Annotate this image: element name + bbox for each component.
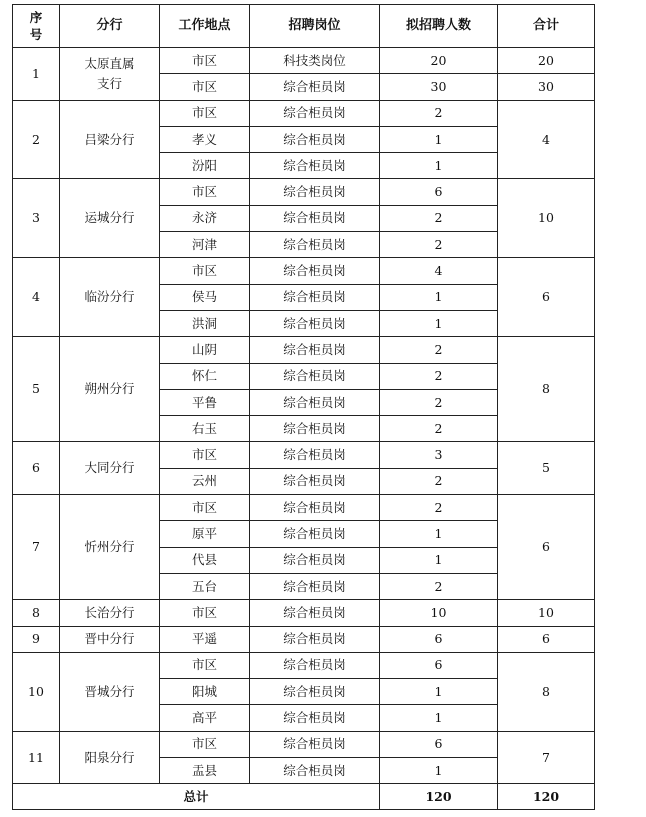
work-location: 平鲁 xyxy=(160,389,250,415)
total-row xyxy=(13,784,595,810)
work-location: 五台 xyxy=(160,573,250,599)
work-location: 河津 xyxy=(160,232,250,258)
subtotal: 5 xyxy=(498,442,595,495)
planned-count: 4 xyxy=(380,258,498,284)
position-name: 综合柜员岗 xyxy=(250,731,380,757)
row-no: 6 xyxy=(13,442,60,495)
planned-count: 1 xyxy=(380,126,498,152)
total-label: 总计 xyxy=(13,784,380,810)
work-location: 孝义 xyxy=(160,126,250,152)
position-name: 综合柜员岗 xyxy=(250,626,380,652)
row-no: 3 xyxy=(13,179,60,258)
work-location: 高平 xyxy=(160,705,250,731)
table-row xyxy=(13,731,595,757)
position-name: 综合柜员岗 xyxy=(250,495,380,521)
header-no: 序号 xyxy=(13,5,60,48)
work-location: 市区 xyxy=(160,48,250,74)
row-no: 10 xyxy=(13,652,60,731)
position-name: 综合柜员岗 xyxy=(250,679,380,705)
work-location: 怀仁 xyxy=(160,363,250,389)
work-location: 市区 xyxy=(160,495,250,521)
row-no: 7 xyxy=(13,495,60,600)
planned-count: 1 xyxy=(380,284,498,310)
planned-count: 1 xyxy=(380,758,498,784)
branch-name: 晋中分行 xyxy=(60,626,160,652)
table-row xyxy=(13,495,595,521)
position-name: 综合柜员岗 xyxy=(250,74,380,100)
table-row xyxy=(13,179,595,205)
subtotal: 6 xyxy=(498,258,595,337)
planned-count: 2 xyxy=(380,205,498,231)
planned-count: 2 xyxy=(380,416,498,442)
header-branch: 分行 xyxy=(60,5,160,48)
table-row xyxy=(13,337,595,363)
planned-count: 6 xyxy=(380,652,498,678)
header-subtotal: 合计 xyxy=(498,5,595,48)
position-name: 综合柜员岗 xyxy=(250,258,380,284)
position-name: 综合柜员岗 xyxy=(250,758,380,784)
total-subtotal: 120 xyxy=(498,784,595,810)
branch-name: 忻州分行 xyxy=(60,495,160,600)
work-location: 代县 xyxy=(160,547,250,573)
planned-count: 1 xyxy=(380,547,498,573)
position-name: 综合柜员岗 xyxy=(250,205,380,231)
branch-name: 朔州分行 xyxy=(60,337,160,442)
header-position: 招聘岗位 xyxy=(250,5,380,48)
position-name: 综合柜员岗 xyxy=(250,337,380,363)
work-location: 山阴 xyxy=(160,337,250,363)
table-row xyxy=(13,626,595,652)
subtotal: 30 xyxy=(498,74,595,100)
work-location: 市区 xyxy=(160,179,250,205)
row-no: 9 xyxy=(13,626,60,652)
planned-count: 6 xyxy=(380,179,498,205)
position-name: 综合柜员岗 xyxy=(250,521,380,547)
planned-count: 1 xyxy=(380,153,498,179)
table-row xyxy=(13,48,595,74)
table-row xyxy=(13,100,595,126)
work-location: 市区 xyxy=(160,652,250,678)
position-name: 综合柜员岗 xyxy=(250,126,380,152)
work-location: 市区 xyxy=(160,442,250,468)
planned-count: 2 xyxy=(380,495,498,521)
planned-count: 2 xyxy=(380,337,498,363)
position-name: 综合柜员岗 xyxy=(250,547,380,573)
row-no: 4 xyxy=(13,258,60,337)
row-no: 2 xyxy=(13,100,60,179)
work-location: 原平 xyxy=(160,521,250,547)
planned-count: 2 xyxy=(380,389,498,415)
planned-count: 10 xyxy=(380,600,498,626)
row-no: 8 xyxy=(13,600,60,626)
work-location: 市区 xyxy=(160,600,250,626)
position-name: 综合柜员岗 xyxy=(250,153,380,179)
planned-count: 2 xyxy=(380,573,498,599)
planned-count: 2 xyxy=(380,232,498,258)
planned-count: 1 xyxy=(380,521,498,547)
row-no: 11 xyxy=(13,731,60,784)
subtotal: 6 xyxy=(498,626,595,652)
work-location: 云州 xyxy=(160,468,250,494)
position-name: 综合柜员岗 xyxy=(250,284,380,310)
header-location: 工作地点 xyxy=(160,5,250,48)
subtotal: 10 xyxy=(498,600,595,626)
position-name: 综合柜员岗 xyxy=(250,416,380,442)
position-name: 综合柜员岗 xyxy=(250,652,380,678)
branch-name: 大同分行 xyxy=(60,442,160,495)
planned-count: 20 xyxy=(380,48,498,74)
position-name: 综合柜员岗 xyxy=(250,310,380,336)
position-name: 综合柜员岗 xyxy=(250,179,380,205)
position-name: 综合柜员岗 xyxy=(250,100,380,126)
branch-name: 吕梁分行 xyxy=(60,100,160,179)
work-location: 盂县 xyxy=(160,758,250,784)
position-name: 综合柜员岗 xyxy=(250,442,380,468)
planned-count: 1 xyxy=(380,310,498,336)
subtotal: 4 xyxy=(498,100,595,179)
branch-name: 晋城分行 xyxy=(60,652,160,731)
table-row xyxy=(13,652,595,678)
total-count: 120 xyxy=(380,784,498,810)
branch-name: 临汾分行 xyxy=(60,258,160,337)
table-row xyxy=(13,600,595,626)
work-location: 永济 xyxy=(160,205,250,231)
subtotal: 7 xyxy=(498,731,595,784)
row-no: 5 xyxy=(13,337,60,442)
planned-count: 1 xyxy=(380,705,498,731)
work-location: 平遥 xyxy=(160,626,250,652)
planned-count: 2 xyxy=(380,363,498,389)
table-row xyxy=(13,442,595,468)
subtotal: 10 xyxy=(498,179,595,258)
work-location: 市区 xyxy=(160,258,250,284)
position-name: 综合柜员岗 xyxy=(250,363,380,389)
position-name: 综合柜员岗 xyxy=(250,573,380,599)
table-row xyxy=(13,258,595,284)
work-location: 市区 xyxy=(160,100,250,126)
branch-name: 阳泉分行 xyxy=(60,731,160,784)
work-location: 市区 xyxy=(160,74,250,100)
subtotal: 6 xyxy=(498,495,595,600)
branch-name: 运城分行 xyxy=(60,179,160,258)
work-location: 侯马 xyxy=(160,284,250,310)
position-name: 综合柜员岗 xyxy=(250,232,380,258)
planned-count: 6 xyxy=(380,626,498,652)
work-location: 阳城 xyxy=(160,679,250,705)
position-name: 科技类岗位 xyxy=(250,48,380,74)
subtotal: 8 xyxy=(498,652,595,731)
recruitment-table xyxy=(12,4,595,810)
planned-count: 2 xyxy=(380,100,498,126)
position-name: 综合柜员岗 xyxy=(250,705,380,731)
planned-count: 30 xyxy=(380,74,498,100)
subtotal: 20 xyxy=(498,48,595,74)
planned-count: 6 xyxy=(380,731,498,757)
planned-count: 2 xyxy=(380,468,498,494)
row-no: 1 xyxy=(13,48,60,101)
subtotal: 8 xyxy=(498,337,595,442)
branch-name: 长治分行 xyxy=(60,600,160,626)
work-location: 汾阳 xyxy=(160,153,250,179)
position-name: 综合柜员岗 xyxy=(250,600,380,626)
position-name: 综合柜员岗 xyxy=(250,389,380,415)
work-location: 洪洞 xyxy=(160,310,250,336)
table-body xyxy=(13,48,595,784)
position-name: 综合柜员岗 xyxy=(250,468,380,494)
work-location: 市区 xyxy=(160,731,250,757)
header-count: 拟招聘人数 xyxy=(380,5,498,48)
planned-count: 1 xyxy=(380,679,498,705)
header-row xyxy=(13,5,595,48)
work-location: 右玉 xyxy=(160,416,250,442)
branch-name: 太原直属支行 xyxy=(60,48,160,101)
planned-count: 3 xyxy=(380,442,498,468)
